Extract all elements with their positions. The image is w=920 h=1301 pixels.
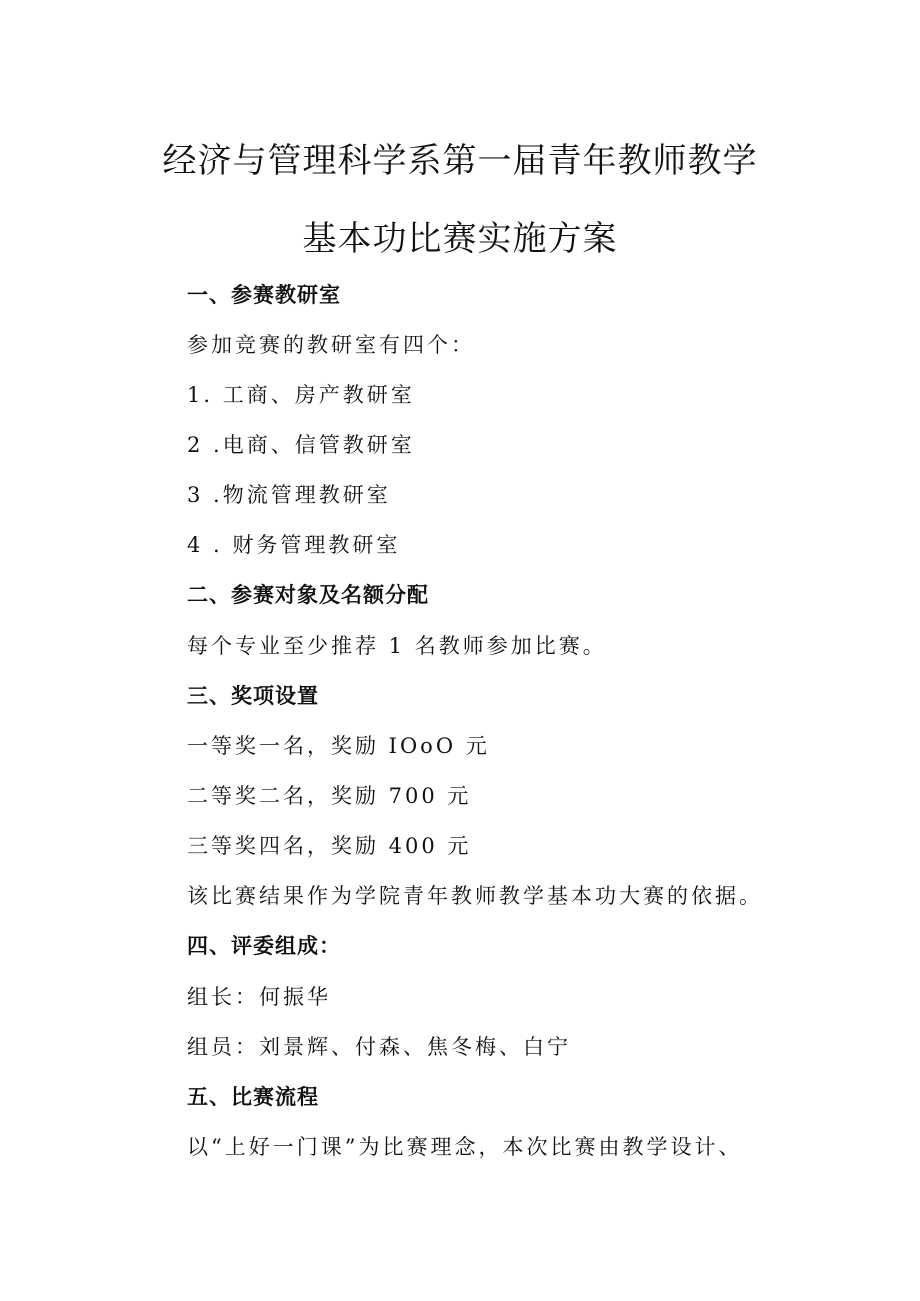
list-item-4: 4 . 财务管理教研室: [187, 533, 401, 557]
section-2-text: 每个专业至少推荐 1 名教师参加比赛。: [187, 634, 607, 658]
judges-leader: 组长：何振华: [187, 985, 331, 1009]
list-item-2: 2 .电商、信管教研室: [187, 433, 415, 457]
list-item-1: 1. 工商、房产教研室: [187, 383, 415, 407]
section-5-heading: 五、比赛流程: [187, 1085, 319, 1109]
award-third: 三等奖四名，奖励 400 元: [187, 834, 472, 858]
award-second: 二等奖二名，奖励 700 元: [187, 784, 472, 808]
section-1-intro: 参加竞赛的教研室有四个：: [187, 333, 475, 357]
judges-members: 组员：刘景辉、付森、焦冬梅、白宁: [187, 1035, 571, 1059]
section-3-note: 该比赛结果作为学院青年教师教学基本功大赛的依据。: [187, 884, 763, 908]
section-3-heading: 三、奖项设置: [187, 684, 319, 708]
section-5-text: 以“上好一门课”为比赛理念，本次比赛由教学设计、: [187, 1135, 743, 1159]
section-4-heading: 四、评委组成：: [187, 934, 341, 958]
document-title-line-2: 基本功比赛实施方案: [302, 219, 618, 259]
section-1-heading: 一、参赛教研室: [187, 283, 341, 307]
award-first: 一等奖一名，奖励 IOoO 元: [187, 734, 490, 758]
list-item-3: 3 .物流管理教研室: [187, 483, 391, 507]
section-2-heading: 二、参赛对象及名额分配: [187, 583, 429, 607]
document-title-line-1: 经济与管理科学系第一届青年教师教学: [162, 141, 758, 181]
